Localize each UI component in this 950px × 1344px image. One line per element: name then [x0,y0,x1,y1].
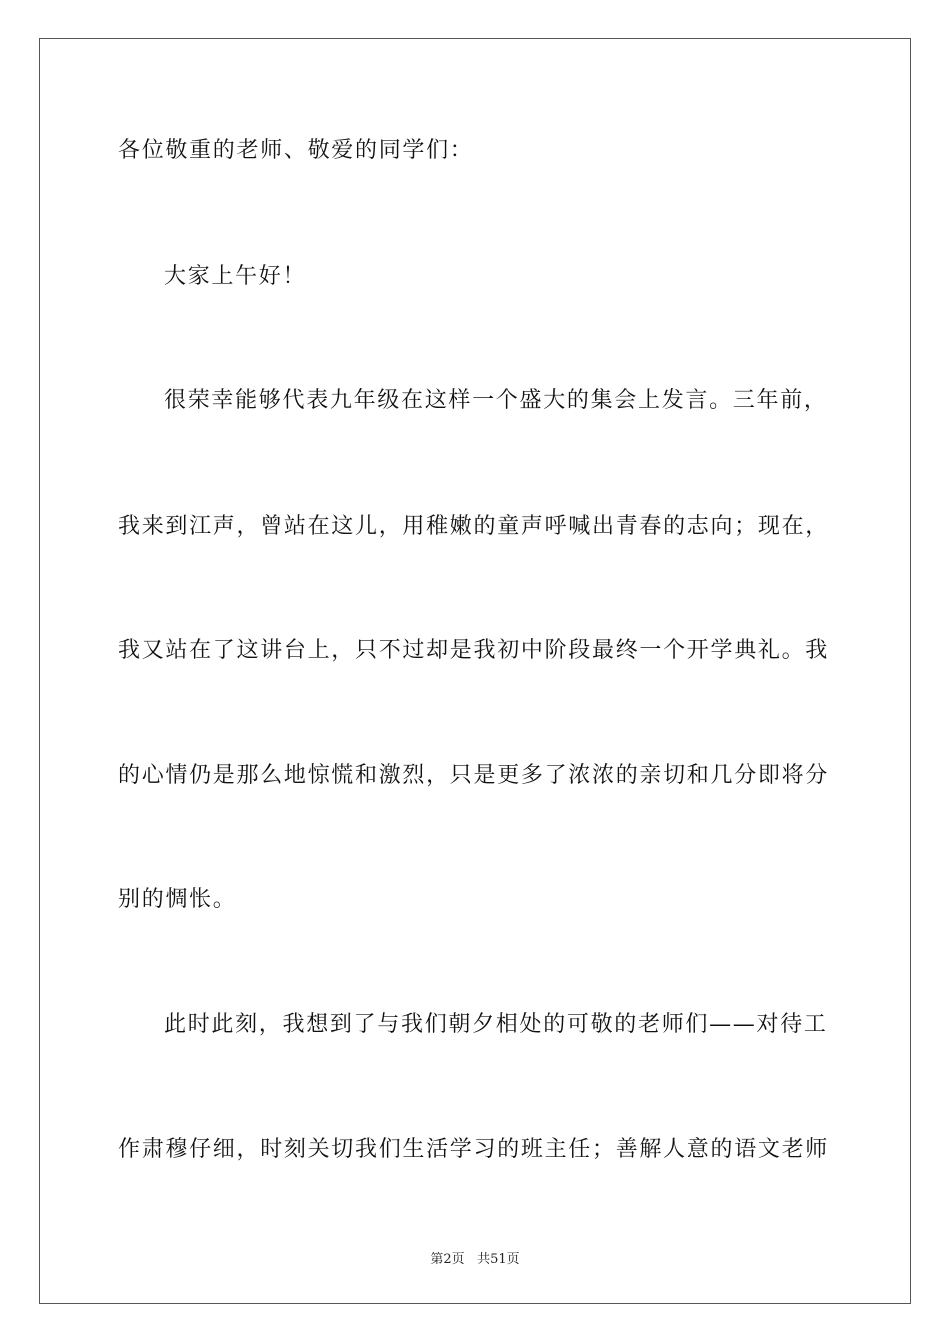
paragraph-line: 别的惆怅。 [118,887,237,912]
paragraph-line: 很荣幸能够代表九年级在这样一个盛大的集会上发言。三年前， [164,388,828,413]
page-number: 第2页 [430,1252,465,1267]
page-footer [0,1248,950,1267]
paragraph-line: 的心情仍是那么地惊慌和激烈，只是更多了浓浓的亲切和几分即将分 [118,763,830,788]
greeting-line: 大家上午好！ [164,264,307,289]
page-border [39,38,911,1304]
salutation-line: 各位敬重的老师、敬爱的同学们： [118,138,474,163]
paragraph-line: 我来到江声，曾站在这儿，用稚嫩的童声呼喊出青春的志向；现在， [118,514,830,539]
paragraph-line: 作肃穆仔细，时刻关切我们生活学习的班主任；善解人意的语文老师 [118,1137,830,1162]
paragraph-line: 我又站在了这讲台上，只不过却是我初中阶段最终一个开学典礼。我 [118,638,830,663]
paragraph-line: 此时此刻，我想到了与我们朝夕相处的可敬的老师们——对待工 [164,1012,828,1037]
page-total: 共51页 [477,1252,520,1267]
